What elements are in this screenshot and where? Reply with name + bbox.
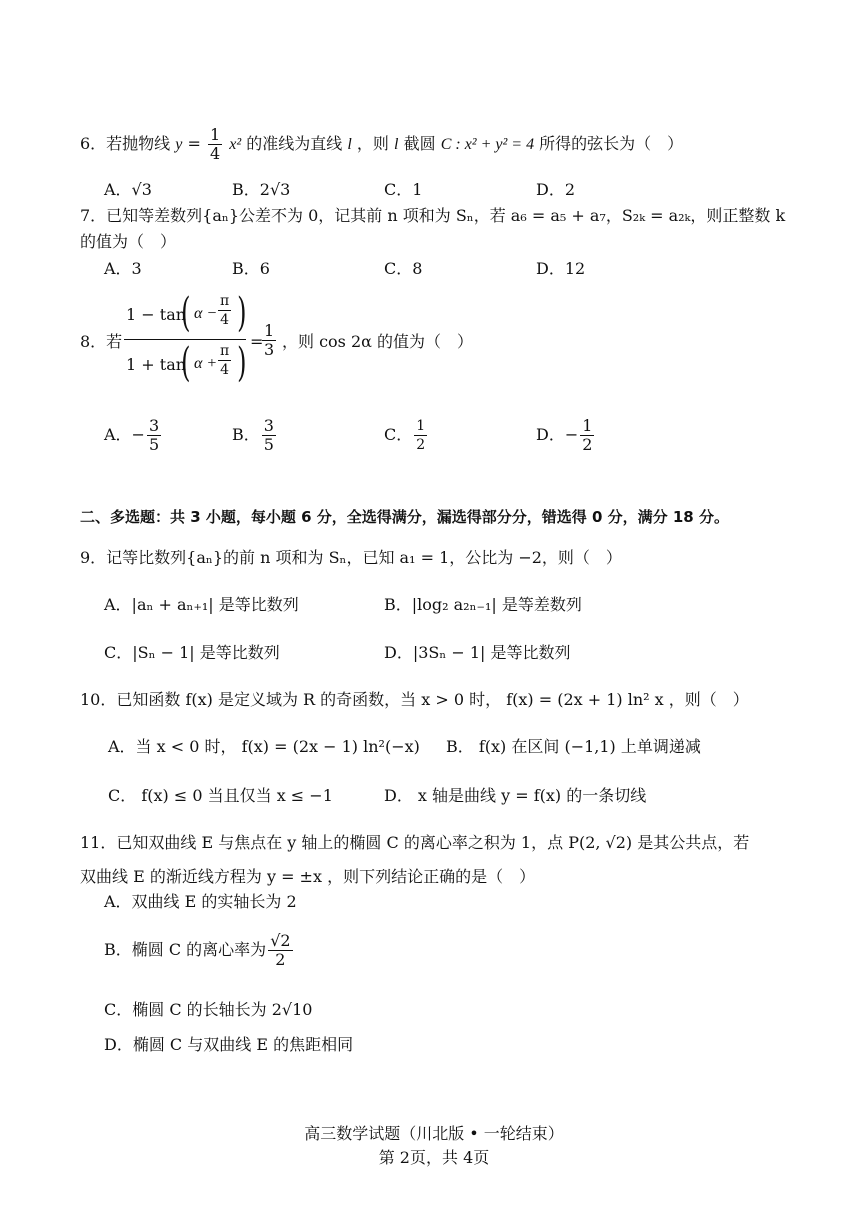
q10-option-c[interactable]: C． f(x) ≤ 0 当且仅当 x ≤ −1 — [108, 786, 333, 805]
footer-title: 高三数学试题（川北版 • 一轮结束） — [304, 1124, 564, 1143]
q11-option-c[interactable]: C．椭圆 C 的长轴长为 2√10 — [104, 1000, 313, 1019]
q11-option-a[interactable]: A．双曲线 E 的实轴长为 2 — [104, 892, 297, 911]
q11-option-b[interactable] — [104, 930, 295, 970]
q6-frac-den: 4 — [209, 144, 221, 163]
q6-option-b[interactable]: B．2√3 — [232, 180, 291, 199]
q9-option-d[interactable]: D．|3Sₙ − 1| 是等比数列 — [384, 643, 571, 662]
q8-den-four: 4 — [220, 362, 230, 378]
q8-opt-a-label: A．− — [104, 425, 145, 444]
q8-numerator — [124, 292, 248, 338]
q8-option-d[interactable] — [536, 415, 596, 455]
q8-den-paren-right: ) — [237, 340, 247, 386]
q8-suffix: ，则 cos 2α 的值为（ ） — [282, 332, 474, 351]
q6-eq-x2: x² — [229, 136, 242, 153]
q8-equals: = — [250, 332, 264, 351]
q8-opt-d-den: 2 — [582, 435, 593, 454]
q8-big-fraction — [124, 292, 248, 388]
q8-opt-c-num: 1 — [416, 418, 426, 434]
q6-stem-a: 6．若抛物线 — [80, 134, 171, 153]
q8-opt-d-frac — [580, 417, 594, 454]
q6-stem-c: ，则 — [356, 134, 389, 153]
q8-opt-d-label: D．− — [536, 425, 579, 444]
q8-opt-c-den: 2 — [416, 437, 426, 453]
q8-prefix: 8．若 — [80, 332, 123, 351]
q6-stem-e: 所得的弦长为（ ） — [539, 134, 684, 153]
q7-option-a[interactable]: A．3 — [104, 259, 142, 278]
q8-num-paren-right: ) — [237, 290, 247, 336]
q6-eq-y: y — [175, 136, 183, 153]
q6-option-c[interactable]: C．1 — [384, 180, 423, 199]
q11-opt-b-den: 2 — [275, 950, 286, 969]
q8-denominator — [124, 342, 248, 388]
q6-l1: l — [347, 136, 352, 153]
q8-opt-a-frac — [147, 417, 161, 454]
q10-option-a[interactable]: A．当 x < 0 时， f(x) = (2x − 1) ln²(−x) — [108, 737, 420, 756]
q8-rhs-den: 3 — [264, 340, 275, 359]
q11-stem-line1: 11．已知双曲线 E 与焦点在 y 轴上的椭圆 C 的离心率之积为 1，点 P(2, √2) 是其公共点，若 — [80, 833, 750, 852]
q6-stem-b: 的准线为直线 — [246, 134, 343, 153]
q8-opt-a-den: 5 — [148, 435, 160, 454]
section-heading-multi-choice: 二、多选题：共 3 小题，每小题 6 分，全选得满分，漏选得部分分，错选得 0 分，满分 18 分。 — [80, 508, 729, 526]
q8-opt-b-frac — [262, 417, 276, 454]
q6-frac-num: 1 — [209, 125, 221, 144]
q6-option-d[interactable]: D．2 — [536, 180, 576, 199]
q8-den-paren-left: ( — [181, 340, 191, 386]
q10-option-b[interactable]: B． f(x) 在区间 (−1,1) 上单调递减 — [446, 737, 701, 756]
q6-circle-eq: C : x² + y² = 4 — [440, 136, 535, 153]
q8-opt-b-den: 5 — [263, 435, 274, 454]
q11-opt-b-text: B．椭圆 C 的离心率为 — [104, 940, 267, 959]
q8-option-c[interactable] — [384, 415, 429, 455]
q8-num-paren-left: ( — [181, 290, 191, 336]
q11-option-d[interactable]: D．椭圆 C 与双曲线 E 的焦距相同 — [104, 1035, 354, 1054]
q11-opt-b-num: √2 — [270, 931, 291, 950]
q6-stem-d: 截圆 — [403, 134, 436, 153]
q7-stem-line1: 7．已知等差数列{aₙ}公差不为 0，记其前 n 项和为 Sₙ，若 a₆ = a₅ + a₇，S₂ₖ = a₂ₖ，则正整数 k — [80, 206, 786, 225]
q8-opt-b-label: B． — [232, 425, 260, 444]
q8-opt-c-label: C． — [384, 425, 413, 444]
footer-page-number: 第 2页，共 4页 — [378, 1148, 490, 1167]
q11-opt-b-frac — [268, 932, 292, 969]
q8-den-pi: π — [220, 343, 230, 359]
q8-num-four: 4 — [220, 312, 230, 328]
q7-option-c[interactable]: C．8 — [384, 259, 423, 278]
q8-rhs-fraction — [262, 322, 276, 359]
q6-l2: l — [394, 136, 399, 153]
q7-option-b[interactable]: B．6 — [232, 259, 270, 278]
q6-eq-sign: = — [187, 134, 201, 153]
q8-rhs-num: 1 — [264, 321, 275, 340]
q8-num-expr-b: α − — [194, 305, 218, 322]
q8-opt-d-num: 1 — [582, 416, 593, 435]
q10-stem: 10．已知函数 f(x) 是定义域为 R 的奇函数，当 x > 0 时， f(x) = (2x + 1) ln² x ，则（ ） — [80, 690, 749, 709]
q8-num-pi: π — [220, 293, 230, 309]
q9-option-a[interactable]: A．|aₙ + aₙ₊₁| 是等比数列 — [104, 595, 299, 614]
q7-option-d[interactable]: D．12 — [536, 259, 586, 278]
q9-option-b[interactable]: B．|log₂ a₂ₙ₋₁| 是等差数列 — [384, 595, 582, 614]
q8-option-b[interactable] — [232, 415, 278, 455]
q8-opt-a-num: 3 — [148, 416, 160, 435]
q8-num-expr-a: 1 − tan — [126, 305, 187, 324]
q8-den-expr-b: α + — [194, 355, 218, 372]
q6-option-a[interactable]: A．√3 — [104, 180, 152, 199]
q9-option-c[interactable]: C．|Sₙ − 1| 是等比数列 — [104, 643, 280, 662]
q8-den-expr-a: 1 + tan — [126, 355, 187, 374]
q6-stem — [80, 126, 683, 163]
q10-option-d[interactable]: D． x 轴是曲线 y = f(x) 的一条切线 — [384, 786, 647, 805]
q11-stem-line2: 双曲线 E 的渐近线方程为 y = ±x ，则下列结论正确的是（ ） — [80, 867, 536, 886]
q8-num-pi-frac — [218, 292, 231, 329]
q7-stem-line2: 的值为（ ） — [80, 232, 177, 251]
q8-den-pi-frac — [218, 342, 231, 379]
q6-fraction — [208, 126, 222, 163]
q8-opt-c-frac — [414, 417, 427, 454]
q9-stem: 9．记等比数列{aₙ}的前 n 项和为 Sₙ，已知 a₁ = 1，公比为 −2，则（ ） — [80, 548, 622, 567]
q8-opt-b-num: 3 — [263, 416, 274, 435]
q8-option-a[interactable] — [104, 415, 163, 455]
